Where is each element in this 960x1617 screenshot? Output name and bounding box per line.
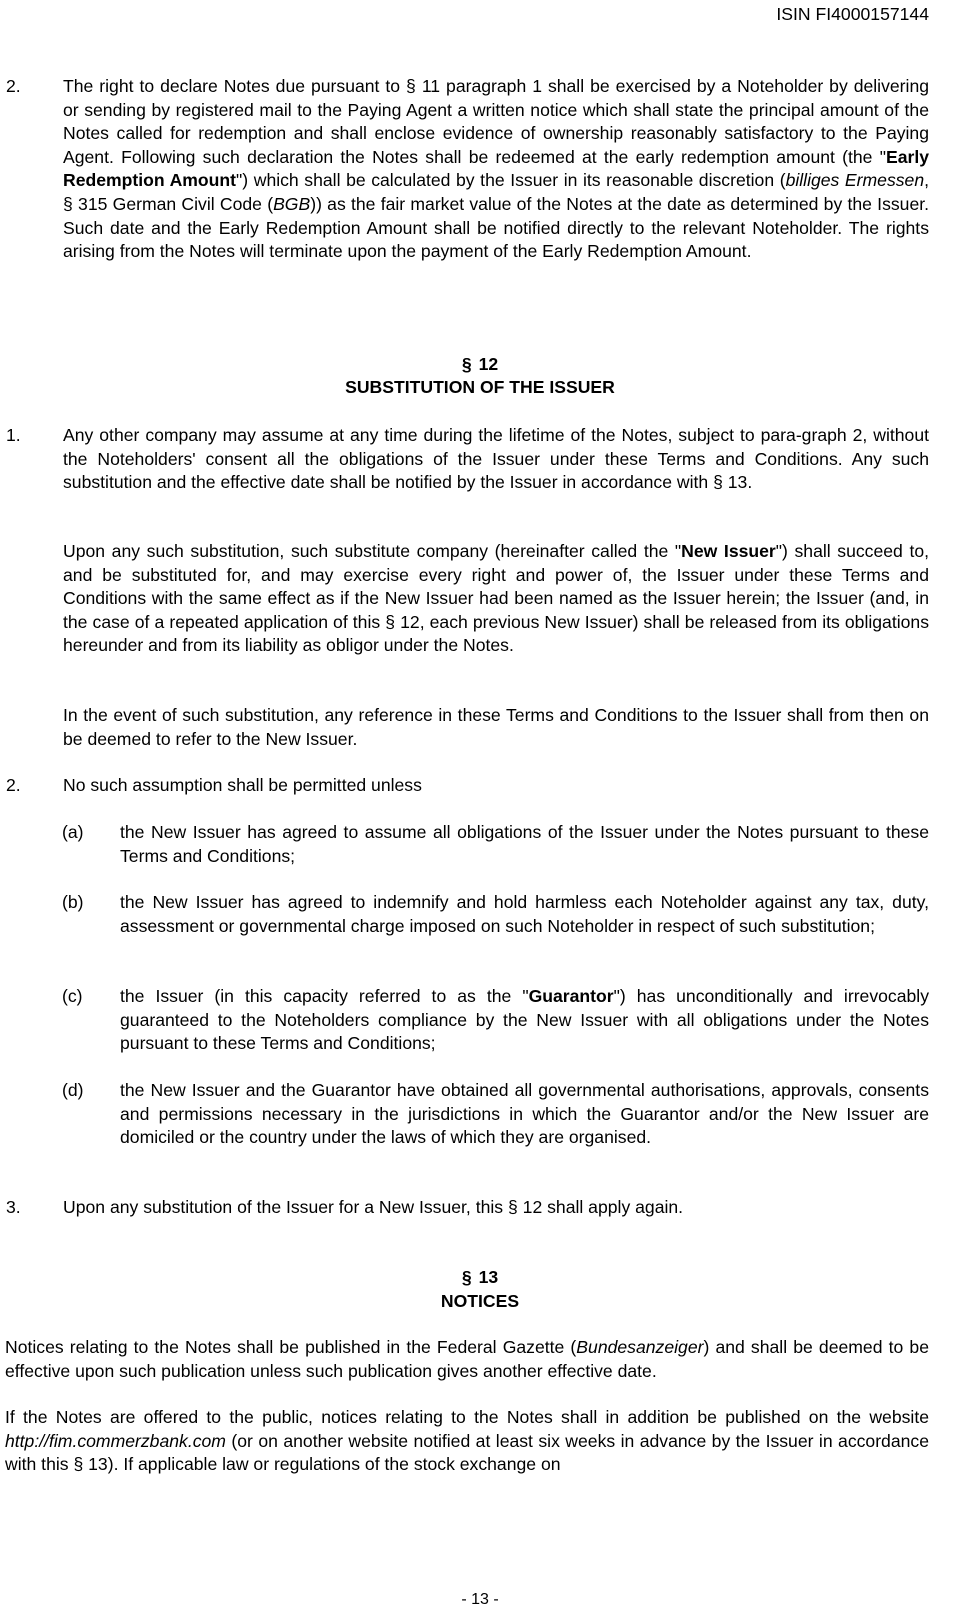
defined-term: Early Redemption Amount <box>63 146 929 191</box>
section-sign: § <box>406 76 416 96</box>
section-title-12: SUBSTITUTION OF THE ISSUER <box>345 377 615 397</box>
item-number: 1. <box>6 425 21 445</box>
subitem-a: the New Issuer has agreed to assume all obligations of the Issuer under the Notes pursuant to these Terms and Conditions; <box>120 822 929 866</box>
isin-header: ISIN FI4000157144 <box>776 4 929 24</box>
item-number: 2. <box>6 76 21 96</box>
subitem-label: (b) <box>62 892 84 912</box>
section-sign: § <box>713 472 723 493</box>
text-run: 13. <box>727 472 753 493</box>
item-number: 3. <box>6 1197 21 1217</box>
paragraph-notices-gazette <box>5 1336 929 1383</box>
subitem-label: (c) <box>62 986 83 1006</box>
text-run: ") shall succeed to, and be substituted for, and may exercise every right and power of, the Issuer under these Terms and Conditions with the same effect as if the New Issuer had been named as the Issuer herein; the Issuer (and, in the case of a repeated application of this <box>63 541 930 632</box>
website-url: http://fim.commerzbank.com <box>5 1430 226 1451</box>
subitem-d: the New Issuer and the Guarantor have obtained all governmental authorisations, approvals, consents and permissions necessary in the jurisdictions in which the Guarantor and/or the New Issuer are domiciled or the country under the laws of which they are organised. <box>120 1080 929 1148</box>
text-run: Upon any substitution of the Issuer for a New Issuer, this <box>63 1197 504 1217</box>
text-run: Any other company may assume at any time during the lifetime of the Notes, subject to para-graph 2, without the Noteholders' consent all the obligations of the Issuer under these Terms and Conditions. Any such substitution and the effective date shall be notified by the Issuer in accordance with <box>63 425 929 493</box>
section-sign: § <box>63 193 73 214</box>
paragraph-apply-again <box>63 1196 929 1220</box>
italic-term: BGB <box>273 193 311 214</box>
text-run: Upon any such substitution, such substitute company (hereinafter called the " <box>63 541 682 561</box>
text-run: ) and shall be deemed to be effective upon such publication unless such publication gives another effective date. <box>5 1337 929 1381</box>
paragraph-conditions: No such assumption shall be permitted unless <box>63 775 422 795</box>
defined-term: New Issuer <box>681 541 776 561</box>
subitem-label: (d) <box>62 1080 84 1100</box>
section-sign: § <box>461 1267 472 1287</box>
defined-term: Guarantor <box>528 986 614 1006</box>
text-run: )) as the fair market value of the Notes at the date as determined by the Issuer. Such date and the Early Redemption Amount shall be notified directly to the relevant Noteholder. The rights arising from the Notes will terminate upon the payment of the Early Redemption Amount. <box>63 193 930 262</box>
paragraph-reference: In the event of such substitution, any reference in these Terms and Conditions to the Issuer shall from then on be deemed to refer to the New Issuer. <box>63 705 929 749</box>
italic-term: billiges Ermessen <box>785 170 925 191</box>
item-number: 2. <box>6 775 21 795</box>
text-run: If the Notes are offered to the public, notices relating to the Notes shall in addition be published on the website <box>5 1407 929 1427</box>
section-heading-13 <box>0 1266 960 1290</box>
subitem-b: the New Issuer has agreed to indemnify and hold harmless each Noteholder against any tax, duty, assessment or governmental charge imposed on such Noteholder in respect of such substitution; <box>120 892 929 936</box>
section-number: 12 <box>478 354 499 374</box>
text-run: , <box>924 170 930 191</box>
text-run: 11 paragraph 1 shall be exercised by a Noteholder by delivering or sending by registered mail to the Paying Agent a written notice which shall state the principal amount of the Notes called for redemption and shall enclose evidence of ownership reasonably satisfactory to the Paying Agent. Following such declaration the Notes shall be redeemed at the early redemption amount (the " <box>63 76 930 167</box>
text-run: The right to declare Notes due pursuant to <box>63 76 401 96</box>
section-sign: § <box>73 1454 84 1475</box>
section-title-13: NOTICES <box>440 1291 520 1311</box>
text-run: ") has unconditionally and irrevocably guaranteed to the Noteholders compliance by the New Issuer with all obligations under the Notes pursuant to these Terms and Conditions; <box>120 986 929 1054</box>
subitem-label: (a) <box>62 822 84 842</box>
section-sign: § <box>385 611 396 632</box>
text-run: the Issuer (in this capacity referred to as the " <box>120 986 529 1006</box>
text-run: 12, each previous New Issuer) shall be released from its obligations hereunder and from its liability as obligor under the Notes. <box>63 611 930 656</box>
subitem-c <box>120 985 929 1056</box>
section-number: 13 <box>478 1267 499 1287</box>
page-number: - 13 - <box>461 1591 499 1608</box>
paragraph-notices-website <box>5 1406 929 1477</box>
text-run: Notices relating to the Notes shall be published in the Federal Gazette ( <box>5 1337 577 1357</box>
paragraph-substitution-1 <box>63 424 929 495</box>
text-run: ") which shall be calculated by the Issuer in its reasonable discretion ( <box>236 170 786 191</box>
section-sign: § <box>461 354 472 374</box>
paragraph-new-issuer <box>63 540 929 658</box>
text-run: 12 shall apply again. <box>522 1197 684 1217</box>
section-heading-12 <box>0 353 960 377</box>
italic-term: Bundesanzeiger <box>576 1337 704 1357</box>
text-run: 315 German Civil Code ( <box>78 193 274 214</box>
text-run: (or on another website notified at least six weeks in advance by the Issuer in accordance with this <box>5 1430 929 1475</box>
section-sign: § <box>507 1197 518 1217</box>
paragraph-early-redemption <box>63 75 929 264</box>
text-run: 13). If applicable law or regulations of the stock exchange on <box>88 1454 561 1475</box>
